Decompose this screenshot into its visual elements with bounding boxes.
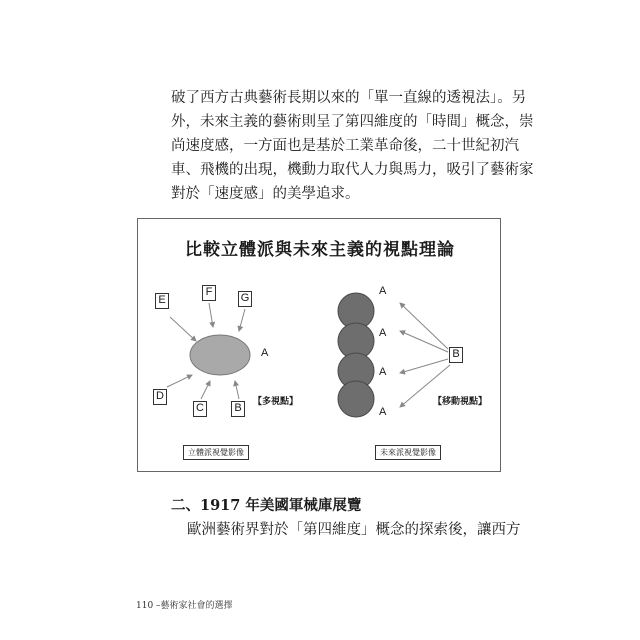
arrow-b — [235, 381, 239, 399]
arrow-d — [167, 375, 192, 387]
paragraph-line: 尚速度感，一方面也是基於工業革命後，二十世紀初汽 — [171, 138, 519, 154]
futurist-circle — [338, 381, 374, 417]
arrow-f — [209, 303, 213, 327]
multi-viewpoint-tag: 【多視點】 — [253, 397, 299, 407]
moving-viewpoint-tag: 【移動視點】 — [433, 397, 488, 407]
comparison-figure — [137, 218, 501, 472]
label-b-right: B — [449, 347, 463, 363]
paragraph-line: 車、飛機的出現，機動力取代人力與馬力，吸引了藝術家 — [171, 162, 534, 178]
page-footer: 110 –藝術家社會的選擇 — [136, 601, 233, 611]
label-a-1: A — [379, 285, 387, 297]
label-a-4: A — [379, 406, 387, 418]
arrow-b-a3 — [400, 359, 448, 373]
cubist-caption: 立體派視覺影像 — [183, 445, 249, 460]
section-heading: 二、1917 年美國軍械庫展覽 — [171, 497, 362, 514]
section-text: 歐洲藝術界對於「第四維度」概念的探索後，讓西方 — [187, 522, 521, 538]
label-e: E — [155, 293, 169, 309]
arrow-g — [239, 309, 245, 331]
label-b: B — [231, 401, 245, 417]
futurist-caption: 未來派視覺影像 — [375, 445, 441, 460]
label-g: G — [238, 291, 252, 307]
label-a-3: A — [379, 366, 387, 378]
paragraph-line: 外，未來主義的藝術則呈了第四維度的「時間」概念，崇 — [171, 114, 534, 130]
figure-title: 比較立體派與未來主義的視點理論 — [185, 240, 455, 260]
arrow-b-a1 — [400, 303, 448, 349]
label-a: A — [261, 347, 269, 359]
label-d: D — [153, 389, 167, 405]
paragraph-line: 對於「速度感」的美學追求。 — [171, 186, 360, 202]
label-c: C — [193, 401, 207, 417]
label-f: F — [202, 285, 216, 301]
arrow-e — [170, 317, 196, 341]
cubist-object-ellipse — [190, 335, 250, 375]
arrow-c — [201, 381, 210, 399]
label-a-2: A — [379, 327, 387, 339]
body-paragraph — [171, 86, 534, 206]
paragraph-line: 破了西方古典藝術長期以來的「單一直線的透視法」。另 — [171, 90, 527, 106]
